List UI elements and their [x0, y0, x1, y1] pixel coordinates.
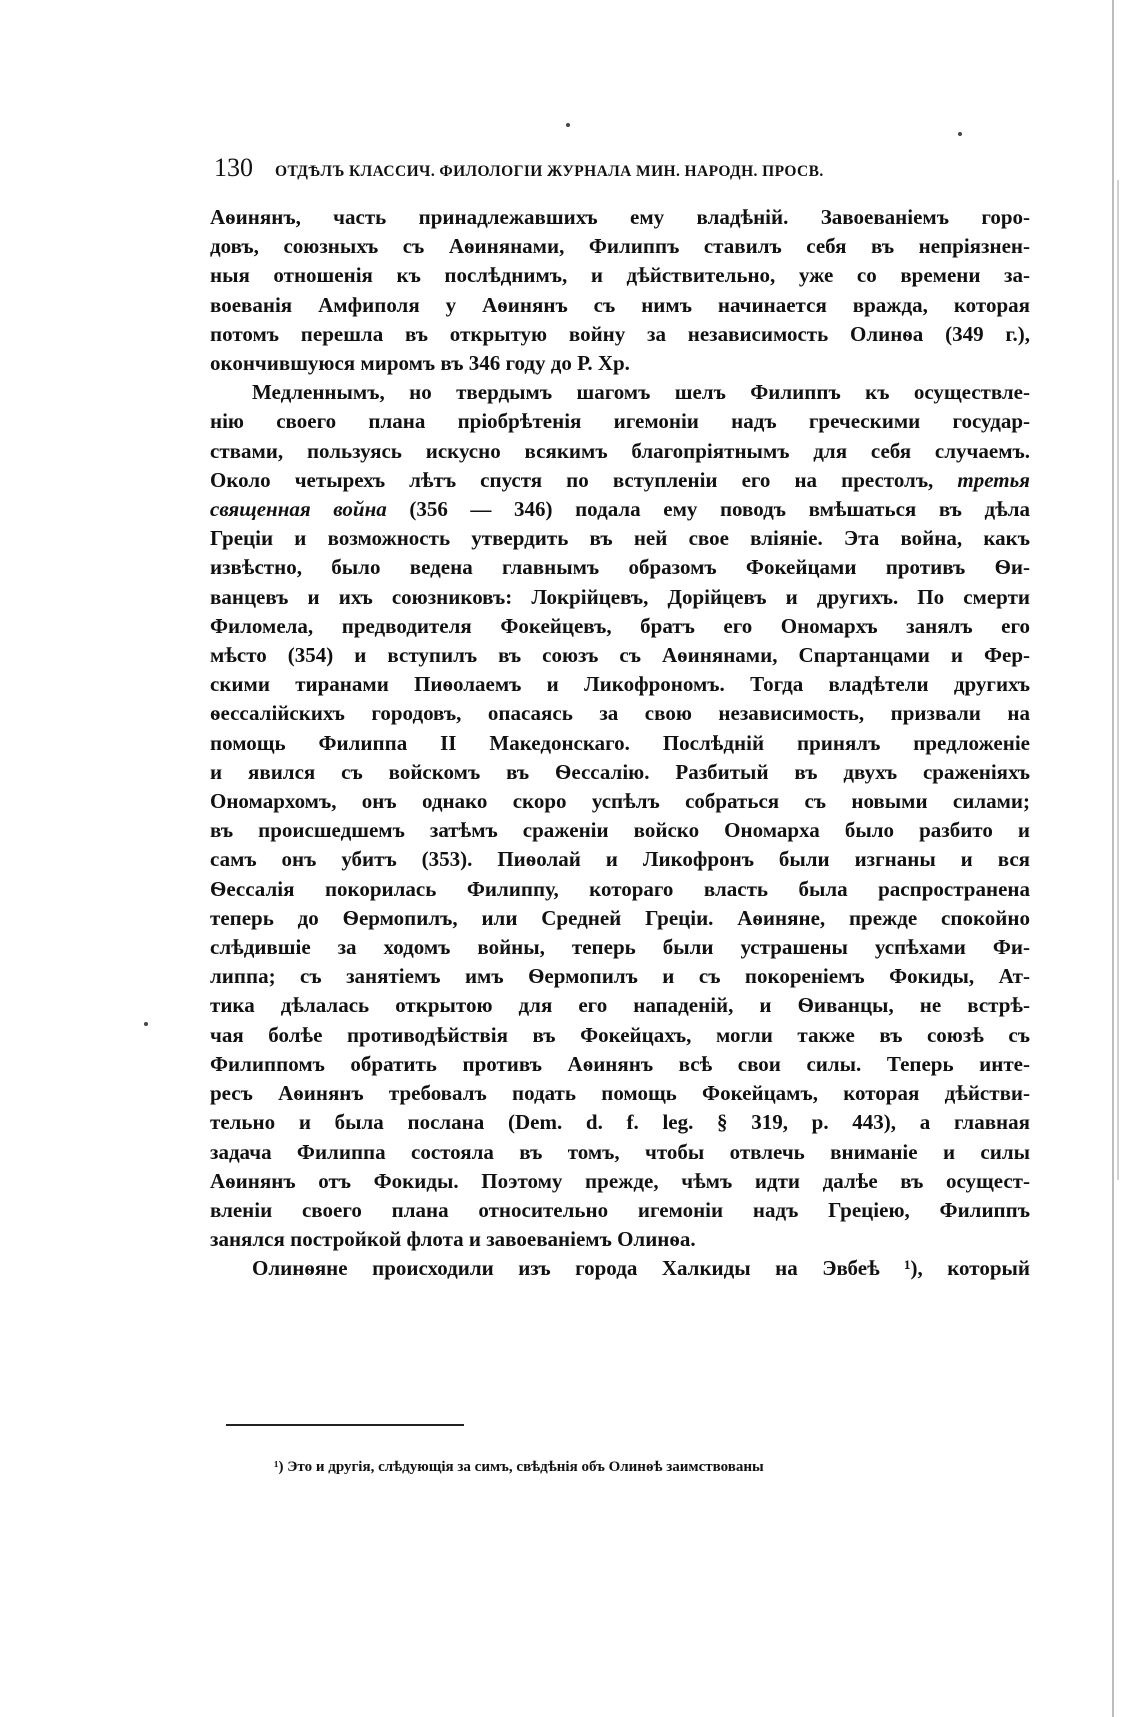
text-line: Ѳессалія покорилась Филиппу, котораго власть была распространена — [210, 876, 1030, 901]
text-line: чая болѣе противодѣйствія въ Фокейцахъ, могли также въ союзѣ съ — [210, 1022, 1030, 1047]
text-line: мѣсто (354) и вступилъ въ союзъ съ Аѳинянами, Спартанцами и Фер- — [210, 643, 1030, 668]
text-line: потомъ перешла въ открытую войну за независимость Олинѳа (349 г.), — [210, 321, 1030, 346]
text-line: Филиппомъ обратить противъ Аѳинянъ всѣ свои силы. Теперь инте- — [210, 1051, 1030, 1076]
text-line: Медленнымъ, но твердымъ шагомъ шелъ Филиппъ къ осуществле- — [252, 380, 1030, 405]
page-number: 130 — [214, 153, 253, 182]
text-line — [210, 466, 1030, 495]
text-line: воеванія Амфиполя у Аѳинянъ съ нимъ начинается вражда, которая — [210, 292, 1030, 317]
text-line: ныя отношенія къ послѣднимъ, и дѣйствительно, уже со времени за- — [210, 263, 1030, 288]
text-line: помощь Филиппа II Македонскаго. Послѣдній принялъ предложеніе — [210, 730, 1030, 755]
text-line: въ происшедшемъ затѣмъ сраженіи войско Ономарха было разбито и — [210, 818, 1030, 843]
footnote-marker: ¹) — [274, 1459, 284, 1475]
text-line: Греціи и возможность утвердить въ ней свое вліяніе. Эта война, какъ — [210, 526, 1030, 551]
text-line: ресъ Аѳинянъ требовалъ подать помощь Фокейцамъ, которая дѣйстви- — [210, 1081, 1030, 1106]
text-line: ванцевъ и ихъ союзниковъ: Локрійцевъ, Дорійцевъ и другихъ. По смерти — [210, 584, 1030, 609]
text-span: (356 — 346) подала ему поводъ вмѣшаться въ дѣла — [409, 497, 1031, 522]
text-line: извѣстно, было ведена главнымъ образомъ Фокейцами противъ Ѳи- — [210, 555, 1030, 580]
scan-speck — [566, 123, 570, 127]
text-line: самъ онъ убитъ (353). Пиѳолай и Ликофронъ были изгнаны и вся — [210, 847, 1030, 872]
text-line: нію своего плана пріобрѣтенія игемоніи надъ греческими государ- — [210, 409, 1030, 434]
text-line — [210, 495, 1030, 524]
body-text — [210, 203, 1030, 1284]
text-line: тика дѣлалась открытою для его нападеній, и Ѳиванцы, не встрѣ- — [210, 993, 1030, 1018]
text-line: слѣдившіе за ходомъ войны, теперь были устрашены успѣхами Фи- — [210, 935, 1030, 960]
text-line: Аѳинянъ отъ Фокиды. Поэтому прежде, чѣмъ идти далѣе въ осущест- — [210, 1168, 1030, 1193]
text-line: скими тиранами Пиѳолаемъ и Ликофрономъ. Тогда владѣтели другихъ — [210, 672, 1030, 697]
text-line: Олинѳяне происходили изъ города Халкиды на Эвбеѣ ¹), который — [252, 1256, 1030, 1281]
footnote — [274, 1459, 1034, 1476]
text-line: и явился съ войскомъ въ Ѳессалію. Разбитый въ двухъ сраженіяхъ — [210, 759, 1030, 784]
text-line: задача Филиппа состояла въ томъ, чтобы отвлечь вниманіе и силы — [210, 1139, 1030, 1164]
text-line: ѳессалійскихъ городовъ, опасаясь за свою независимость, призвали на — [210, 701, 1030, 726]
text-line: тельно и была послана (Dem. d. f. leg. § 319, p. 443), а главная — [210, 1110, 1030, 1135]
footnote-text: Это и другія, слѣдующія за симъ, свѣдѣнія объ Олинѳѣ заимствованы — [287, 1459, 764, 1475]
running-head: ОТДѢЛЪ КЛАССИЧ. ФИЛОЛОГІИ ЖУРНАЛА МИН. НАРОДН. ПРОСВ. — [275, 163, 824, 180]
scan-speck — [144, 1022, 148, 1026]
text-line: занялся постройкой флота и завоеваніемъ Олинѳа. — [210, 1227, 696, 1252]
text-line: теперь до Ѳермопилъ, или Средней Греціи. Аѳиняне, прежде спокойно — [210, 905, 1030, 930]
italic-text: священная война — [210, 497, 387, 522]
text-line: липпа; съ занятіемъ имъ Ѳермопилъ и съ покореніемъ Фокиды, Ат- — [210, 964, 1030, 989]
footnote-rule — [226, 1424, 464, 1426]
text-line: довъ, союзныхъ съ Аѳинянами, Филиппъ ставилъ себя въ непріязнен- — [210, 234, 1030, 259]
text-line: ствами, пользуясь искусно всякимъ благопріятнымъ для себя случаемъ. — [210, 438, 1030, 463]
text-line: Ономархомъ, онъ однако скоро успѣлъ собраться съ новыми силами; — [210, 789, 1030, 814]
page-header — [214, 153, 1034, 189]
text-line: Аѳинянъ, часть принадлежавшихъ ему владѣній. Завоеваніемъ горо- — [210, 205, 1030, 229]
scan-speck — [958, 132, 962, 136]
scan-edge-line — [1112, 0, 1114, 1717]
italic-text: третья — [957, 467, 1030, 492]
text-line: окончившуюся миромъ въ 346 году до Р. Хр. — [210, 351, 630, 376]
text-line: Филомела, предводителя Фокейцевъ, братъ его Ономархъ занялъ его — [210, 613, 1030, 638]
text-span: Около четырехъ лѣтъ спустя по вступленіи его на престолъ, — [210, 467, 934, 492]
text-line: вленіи своего плана относительно игемоніи надъ Греціею, Филиппъ — [210, 1197, 1030, 1222]
scan-edge-line-inner — [1117, 180, 1119, 1180]
